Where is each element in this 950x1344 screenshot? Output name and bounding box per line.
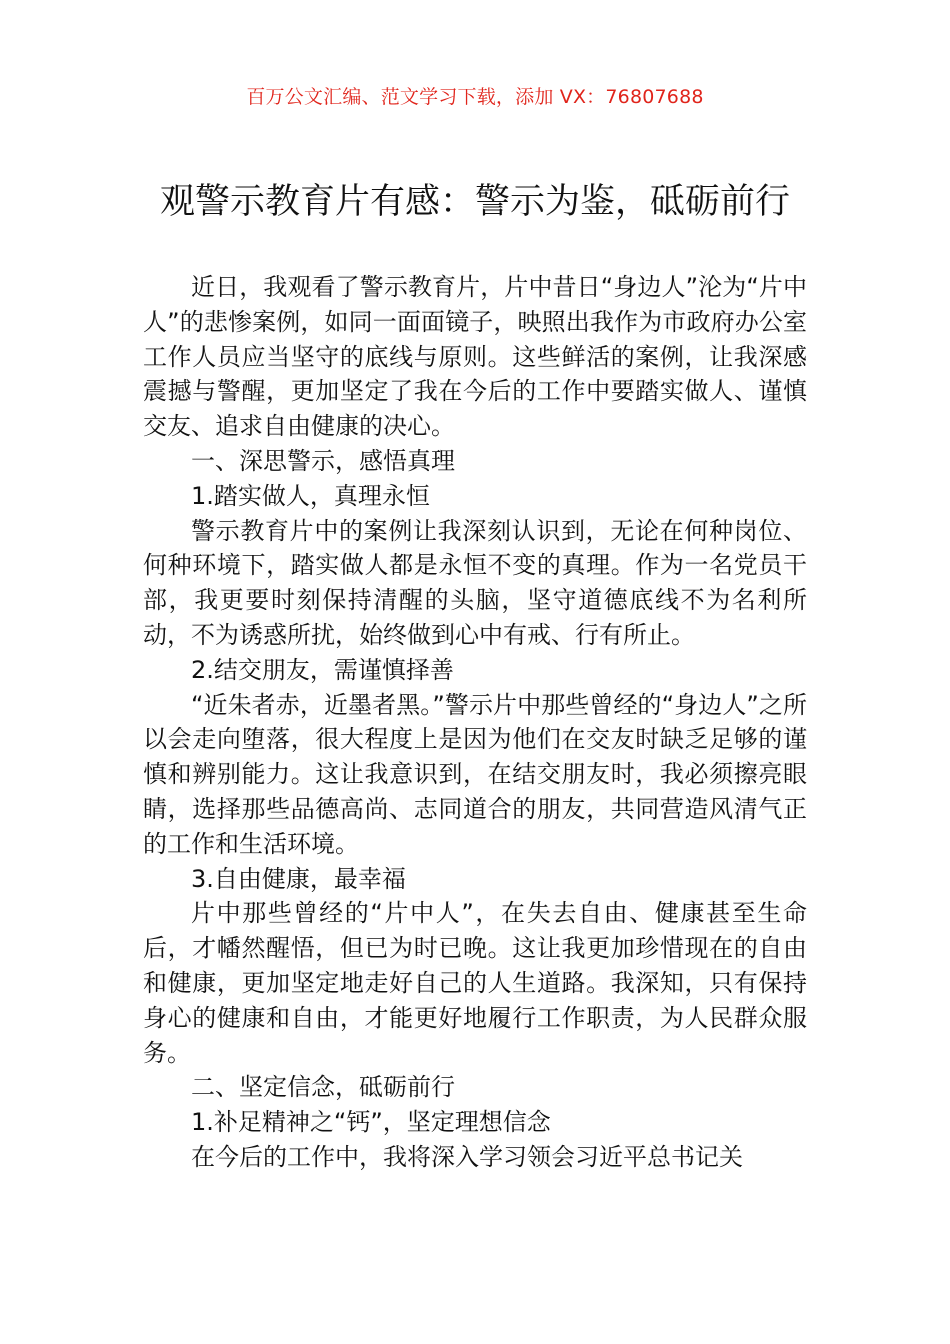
section-heading-2: 二、坚定信念，砥砺前行 xyxy=(191,1073,455,1102)
header-note: 百万公文汇编、范文学习下载，添加 VX：76807688 xyxy=(246,86,704,108)
subheading-1-2: 2.结交朋友，需谨慎择善 xyxy=(191,655,454,684)
paragraph-1-2: “近朱者赤，近墨者黑。”警示片中那些曾经的“身边人”之所以会走向堕落，很大程度上是因为他们在交友时缺乏足够的谨慎和辨别能力。这让我意识到，在结交朋友时，我必须擦亮眼睛，选择那些品德高尚、志同道合的朋友，共同营造风清气正的工作和生活环境。 xyxy=(143,690,807,858)
document-body xyxy=(143,270,807,1175)
section-heading-1: 一、深思警示，感悟真理 xyxy=(191,446,455,475)
paragraph-2-1: 在今后的工作中，我将深入学习领会习近平总书记关 xyxy=(191,1142,743,1171)
subheading-2-1: 1.补足精神之“钙”，坚定理想信念 xyxy=(191,1108,551,1137)
paragraph-intro: 近日，我观看了警示教育片，片中昔日“身边人”沦为“片中人”的悲惨案例，如同一面面镜子，映照出我作为市政府办公室工作人员应当坚守的底线与原则。这些鲜活的案例，让我深感震撼与警醒，更加坚定了我在今后的工作中要踏实做人、谨慎交友、追求自由健康的决心。 xyxy=(143,273,807,441)
paragraph-1-3: 片中那些曾经的“片中人”，在失去自由、健康甚至生命后，才幡然醒悟，但已为时已晚。这让我更加珍惜现在的自由和健康，更加坚定地走好自己的人生道路。我深知，只有保持身心的健康和自由，才能更好地履行工作职责，为人民群众服务。 xyxy=(143,899,807,1067)
subheading-1-3: 3.自由健康，最幸福 xyxy=(191,864,406,893)
paragraph-1-1: 警示教育片中的案例让我深刻认识到，无论在何种岗位、何种环境下，踏实做人都是永恒不变的真理。作为一名党员干部，我更要时刻保持清醒的头脑，坚守道德底线不为名利所动，不为诱惑所扰，始终做到心中有戒、行有所止。 xyxy=(143,516,807,649)
subheading-1-1: 1.踏实做人，真理永恒 xyxy=(191,481,430,510)
document-title: 观警示教育片有感：警示为鉴，砥砺前行 xyxy=(159,182,790,222)
